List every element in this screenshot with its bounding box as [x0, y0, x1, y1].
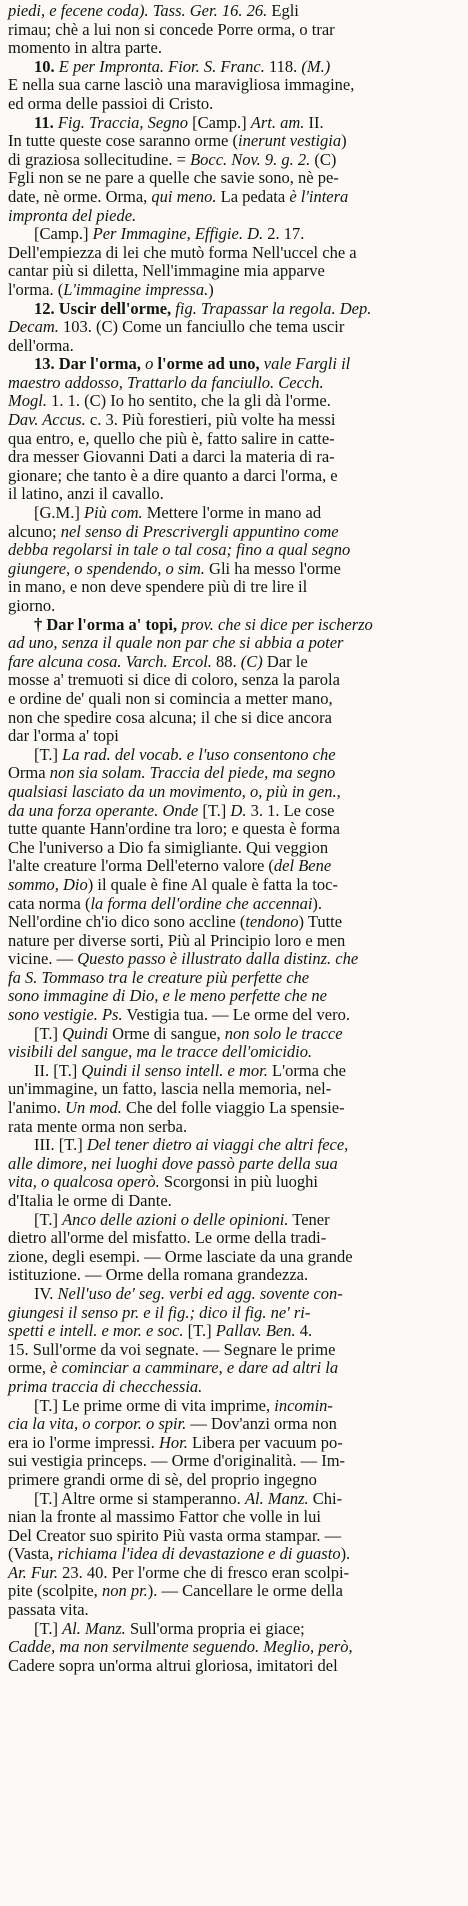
- text-segment: non che spedire cosa alcuna; il che si dice ancora: [8, 707, 332, 727]
- text-line: [8, 746, 458, 765]
- text-segment: Hor.: [158, 1432, 188, 1452]
- text-segment: qualsiasi lasciato da un movimento, o, più in gen.,: [8, 781, 341, 801]
- text-segment: il latino, anzi il cavallo.: [8, 484, 164, 504]
- text-segment: fare alcuna cosa. Varch. Ercol.: [8, 651, 212, 671]
- text-line: [8, 1285, 458, 1304]
- text-segment: spetti e intell. e mor. e soc.: [8, 1321, 184, 1341]
- text-line: [8, 132, 458, 151]
- text-line: [8, 541, 458, 560]
- text-segment: dell'orma.: [8, 335, 74, 355]
- text-line: [8, 690, 458, 709]
- text-segment: l'orme ad uno,: [157, 354, 260, 374]
- text-segment: — Dov'anzi orma non: [186, 1414, 337, 1434]
- text-line: [8, 337, 458, 356]
- text-segment: sommo, Dio: [8, 874, 88, 894]
- text-line: [8, 802, 458, 821]
- text-segment: piedi, e fecene coda). Tass. Ger. 16. 26.: [8, 1, 268, 20]
- text-segment: Egli: [267, 1, 299, 20]
- text-segment: [T.]: [34, 1023, 63, 1043]
- text-segment: II.: [304, 112, 324, 132]
- text-segment: Questo passo è illustrato dalla distinz. che: [77, 949, 359, 969]
- text-line: [8, 1248, 458, 1267]
- text-segment: ).: [340, 1544, 351, 1564]
- text-line: [8, 430, 458, 449]
- text-segment: cata norma (: [8, 893, 91, 913]
- text-segment: [T.]: [183, 1321, 216, 1341]
- text-line: [8, 1211, 458, 1230]
- text-segment: 23. 40. Per l'orme che di fresco eran scolpi-: [57, 1562, 350, 1582]
- text-segment: d'Italia le orme di Dante.: [8, 1191, 172, 1210]
- text-line: [8, 1173, 458, 1192]
- text-segment: nian la fronte al massimo Fattor che volle in lui: [8, 1507, 321, 1527]
- text-segment: IV.: [34, 1283, 58, 1303]
- text-segment: 10.: [34, 56, 55, 76]
- text-segment: prov. che si dice per ischerzo: [177, 614, 373, 634]
- text-segment: di graziosa sollecitudine. =: [8, 149, 191, 169]
- text-segment: [Camp.]: [34, 224, 93, 244]
- text-segment: tutte quante Hann'ordine tra loro; e questa è forma: [8, 819, 340, 839]
- text-line: [8, 932, 458, 951]
- text-segment: sui vestigia princeps. — Orme d'originalità. — Im-: [8, 1451, 346, 1471]
- text-line: [8, 1080, 458, 1099]
- text-line: [8, 857, 458, 876]
- text-line: [8, 1638, 458, 1657]
- text-segment: Un mod.: [65, 1098, 122, 1118]
- text-line: [8, 21, 458, 40]
- text-line: [8, 58, 458, 77]
- text-segment: ) il quale è fine Al quale è fatta la toc-: [87, 874, 338, 894]
- text-line: [8, 281, 458, 300]
- text-segment: [G.M.]: [34, 503, 84, 523]
- text-line: [8, 783, 458, 802]
- text-segment: sono immagine di Dio, e le meno perfette che ne: [8, 986, 327, 1006]
- text-segment: Mettere l'orme in mano ad: [142, 503, 322, 523]
- text-line: [8, 448, 458, 467]
- text-line: [8, 764, 458, 783]
- text-segment: alcuno;: [8, 521, 61, 541]
- text-segment: Per Immagine, Effigie. D.: [92, 224, 264, 244]
- text-line: [8, 523, 458, 542]
- text-line: [8, 1378, 458, 1397]
- text-segment: e ordine de' quali non si comincia a metter mano,: [8, 688, 333, 708]
- text-segment: sono vestigie. Ps.: [8, 1005, 123, 1025]
- text-segment: ): [341, 131, 347, 151]
- text-line: [8, 839, 458, 858]
- text-segment: inerunt vestigia: [238, 131, 342, 151]
- text-segment: da una forza operante. Onde: [8, 800, 199, 820]
- text-line: [8, 913, 458, 932]
- text-segment: ).: [312, 893, 323, 913]
- text-segment: è cominciar a camminare, e dare ad altri la: [50, 1358, 339, 1378]
- text-line: [8, 634, 458, 653]
- text-segment: [T.]: [34, 1618, 63, 1638]
- text-line: [8, 1322, 458, 1341]
- text-segment: pite (scolpite,: [8, 1581, 102, 1601]
- text-line: [8, 616, 458, 635]
- text-segment: qua entro, e, quello che più è, fatto salire in catte-: [8, 428, 335, 448]
- text-line: [8, 1527, 458, 1546]
- text-segment: Del tener dietro ai viaggi che altri fece,: [86, 1135, 349, 1155]
- text-segment: fig. Trapassar la regola. Dep.: [171, 298, 372, 318]
- text-line: [8, 560, 458, 579]
- text-line: [8, 504, 458, 523]
- text-segment: L'orma che: [267, 1060, 346, 1080]
- text-segment: [Camp.]: [188, 112, 251, 132]
- text-line: [8, 1043, 458, 1062]
- text-line: [8, 411, 458, 430]
- text-segment: alle dimore, nei luoghi dove passò parte della sua: [8, 1153, 338, 1173]
- text-line: [8, 95, 458, 114]
- text-segment: 4.: [295, 1321, 313, 1341]
- text-segment: D.: [230, 800, 247, 820]
- text-line: [8, 39, 458, 58]
- text-segment: tendono: [245, 912, 299, 932]
- text-line: [8, 727, 458, 746]
- text-line: [8, 169, 458, 188]
- text-segment: cantar più si diletta, Nell'immagine mia apparve: [8, 261, 325, 281]
- text-segment: qui meno.: [151, 186, 217, 206]
- text-line: [8, 1025, 458, 1044]
- text-line: [8, 987, 458, 1006]
- text-segment: Gli ha messo l'orme: [204, 558, 341, 578]
- text-segment: 11.: [34, 112, 54, 132]
- text-line: [8, 653, 458, 672]
- text-segment: non solo le tracce: [224, 1023, 343, 1043]
- text-segment: Orme di sangue,: [107, 1023, 225, 1043]
- text-segment: primere grandi orme di sè, del proprio ingegno: [8, 1469, 317, 1489]
- text-segment: ) Tutte: [298, 912, 343, 932]
- text-line: [8, 1118, 458, 1137]
- text-segment: (C): [240, 651, 263, 671]
- text-segment: 12. Uscir dell'orme,: [34, 298, 172, 318]
- text-segment: non sia solam. Traccia del piede, ma segno: [49, 763, 336, 783]
- text-segment: ): [208, 279, 214, 299]
- text-segment: 88.: [211, 651, 241, 671]
- dictionary-column: [8, 2, 458, 1675]
- text-segment: prima traccia di checchessia.: [8, 1376, 203, 1396]
- text-segment: 103. (C) Come un fanciullo che tema uscir: [58, 317, 345, 337]
- text-segment: Fig. Traccia, Segno: [53, 112, 188, 132]
- text-segment: Al. Manz.: [244, 1488, 309, 1508]
- text-line: [8, 1620, 458, 1639]
- text-line: [8, 374, 458, 393]
- text-segment: gionare; che tanto è a dire quanto a darci l'orma, e: [8, 465, 338, 485]
- text-segment: Cadde, ma non servilmente seguendo. Meglio, però,: [8, 1637, 353, 1657]
- text-segment: Nell'uso de' seg. verbi ed agg. sovente con-: [57, 1283, 343, 1303]
- text-line: [8, 207, 458, 226]
- text-line: [8, 114, 458, 133]
- text-line: [8, 76, 458, 95]
- text-line: [8, 318, 458, 337]
- text-segment: Pallav. Ben.: [215, 1321, 296, 1341]
- text-segment: Bocc. Nov. 9. g. 2.: [190, 149, 311, 169]
- text-segment: la forma dell'ordine che accennai: [90, 893, 313, 913]
- text-segment: 13. Dar l'orma,: [34, 354, 141, 374]
- text-segment: non pr.: [101, 1581, 148, 1601]
- text-segment: nel senso di Prescrivergli appuntino come: [60, 521, 339, 541]
- text-segment: Art. am.: [250, 112, 305, 132]
- text-line: [8, 709, 458, 728]
- text-segment: Mogl.: [8, 391, 47, 411]
- text-line: [8, 895, 458, 914]
- text-line: [8, 467, 458, 486]
- text-segment: rata mente orma non serba.: [8, 1116, 188, 1136]
- text-line: [8, 1341, 458, 1360]
- text-line: [8, 1471, 458, 1490]
- text-line: [8, 151, 458, 170]
- text-line: [8, 1490, 458, 1509]
- text-segment: Quindi il senso intell. e mor.: [81, 1060, 268, 1080]
- text-segment: † Dar l'orma a' topi,: [34, 614, 178, 634]
- text-segment: Che del folle viaggio La spensie-: [121, 1098, 345, 1118]
- text-segment: zione, degli esempi. — Orme lasciate da una grande: [8, 1246, 353, 1266]
- text-line: [8, 1434, 458, 1453]
- text-segment: nature per diverse sorti, Più al Principio loro e men: [8, 930, 346, 950]
- text-line: [8, 188, 458, 207]
- text-segment: rimau; chè a lui non si concede Porre orma, o trar: [8, 19, 335, 39]
- text-segment: 1. 1. (C) Io ho sentito, che la gli dà l'orme.: [46, 391, 331, 411]
- text-segment: giungere, o spendendo, o sim.: [8, 558, 205, 578]
- text-segment: Che l'universo a Dio fa simigliante. Qui veggion: [8, 837, 329, 857]
- text-line: [8, 2, 458, 21]
- text-segment: istituzione. — Orme della romana grandezza.: [8, 1265, 309, 1285]
- text-line: [8, 1155, 458, 1174]
- text-segment: Libera per vacuum po-: [187, 1432, 343, 1452]
- text-segment: ed orma delle passioi di Cristo.: [8, 93, 214, 113]
- text-segment: impronta del piede.: [8, 205, 137, 225]
- text-segment: c. 3. Più forestieri, più volte ha messi: [85, 410, 336, 430]
- text-line: [8, 1545, 458, 1564]
- text-segment: [T.]: [34, 744, 63, 764]
- text-segment: maestro addosso, Trattarlo da fanciullo. Cecch.: [8, 372, 324, 392]
- text-segment: dietro all'orme del misfatto. Le orme della tradi-: [8, 1228, 327, 1248]
- text-line: [8, 671, 458, 690]
- text-segment: Più com.: [83, 503, 143, 523]
- text-segment: Tener: [288, 1209, 330, 1229]
- text-segment: l'orma. (: [8, 279, 64, 299]
- text-segment: E per Impronta. Fior. S. Franc.: [54, 56, 265, 76]
- text-segment: Ar. Fur.: [8, 1562, 58, 1582]
- text-segment: visibili del sangue, ma le tracce dell'omicidio.: [8, 1042, 313, 1062]
- text-segment: 2. 17.: [263, 224, 305, 244]
- text-segment: passata vita.: [8, 1600, 89, 1620]
- text-segment: in mano, e non deve spendere più di tre lire il: [8, 577, 308, 597]
- text-segment: ad uno, senza il quale non par che si abbia a poter: [8, 633, 344, 653]
- text-line: [8, 485, 458, 504]
- text-line: [8, 1452, 458, 1471]
- text-segment: 15. Sull'orme da voi segnate. — Segnare le prime: [8, 1339, 336, 1359]
- text-segment: dra messer Giovanni Dati a darci la materia di ra-: [8, 447, 335, 467]
- text-segment: Chi-: [308, 1488, 343, 1508]
- text-segment: è l'intera: [289, 186, 349, 206]
- text-segment: Decam.: [8, 317, 59, 337]
- text-segment: (M.): [301, 56, 331, 76]
- text-line: [8, 1508, 458, 1527]
- text-segment: Quindi: [62, 1023, 108, 1043]
- text-segment: giungesi il senso pr. e il fig.; dico il fig. ne' ri-: [8, 1302, 311, 1322]
- text-line: [8, 262, 458, 281]
- text-segment: [T.] Le prime orme di vita imprime,: [34, 1395, 275, 1415]
- text-line: [8, 578, 458, 597]
- text-segment: vicine. —: [8, 949, 78, 969]
- text-segment: l'animo.: [8, 1098, 66, 1118]
- text-segment: Orma: [8, 763, 50, 783]
- text-segment: 3. 1. Le cose: [246, 800, 335, 820]
- text-segment: l'alte creature l'orma Dell'eterno valore (: [8, 856, 274, 876]
- text-segment: momento in altra parte.: [8, 38, 162, 58]
- text-segment: In tutte queste cose saranno orme (: [8, 131, 239, 151]
- text-line: [8, 1136, 458, 1155]
- text-line: [8, 950, 458, 969]
- text-line: [8, 300, 458, 319]
- text-segment: Dar le: [262, 651, 308, 671]
- text-line: [8, 1582, 458, 1601]
- text-line: [8, 1192, 458, 1211]
- text-segment: [T.] Altre orme si stamperanno.: [34, 1488, 245, 1508]
- text-segment: vita, o qualcosa operò.: [8, 1172, 160, 1192]
- text-segment: giorno.: [8, 596, 56, 615]
- text-line: [8, 1099, 458, 1118]
- text-segment: 118.: [264, 56, 302, 76]
- text-segment: Sull'orma propria ei giace;: [125, 1618, 305, 1638]
- text-line: [8, 225, 458, 244]
- text-line: [8, 1229, 458, 1248]
- text-segment: un'immagine, un fatto, lascia nella memoria, nel-: [8, 1079, 332, 1099]
- text-segment: II. [T.]: [34, 1060, 82, 1080]
- text-segment: La pedata: [216, 186, 290, 206]
- text-line: [8, 1266, 458, 1285]
- text-segment: cia la vita, o corpor. o spir.: [8, 1414, 187, 1434]
- text-segment: Anco delle azioni o delle opinioni.: [62, 1209, 289, 1229]
- text-line: [8, 1601, 458, 1620]
- text-segment: E nella sua carne lasciò una maravigliosa immagine,: [8, 75, 355, 95]
- text-line: [8, 355, 458, 374]
- text-segment: ). — Cancellare le orme della: [147, 1581, 343, 1601]
- text-line: [8, 597, 458, 616]
- text-segment: orme,: [8, 1358, 51, 1378]
- text-segment: Dav. Accus.: [8, 410, 86, 430]
- text-line: [8, 1359, 458, 1378]
- text-segment: Al. Manz.: [62, 1618, 126, 1638]
- text-segment: dar l'orma a' topi: [8, 726, 119, 746]
- text-line: [8, 1397, 458, 1416]
- text-line: [8, 1415, 458, 1434]
- text-segment: Vestigia tua. — Le orme del vero.: [122, 1005, 351, 1025]
- text-segment: (Vasta,: [8, 1544, 58, 1564]
- text-line: [8, 392, 458, 411]
- text-segment: vale Fargli il: [259, 354, 351, 374]
- text-segment: III. [T.]: [34, 1135, 87, 1155]
- text-segment: Nell'ordine ch'io dico sono accline (: [8, 912, 246, 932]
- text-segment: Cadere sopra un'orma altrui gloriosa, imitatori del: [8, 1655, 338, 1675]
- text-segment: Dell'empiezza di lei che mutò forma Nell'uccel che a: [8, 242, 357, 262]
- text-segment: Scorgonsi in più luoghi: [159, 1172, 318, 1192]
- text-line: [8, 1006, 458, 1025]
- text-line: [8, 820, 458, 839]
- text-line: [8, 969, 458, 988]
- text-segment: (C): [310, 149, 337, 169]
- text-segment: L'immagine impressa.: [63, 279, 209, 299]
- text-segment: [T.]: [198, 800, 231, 820]
- text-line: [8, 876, 458, 895]
- text-segment: o: [140, 354, 158, 374]
- text-segment: era io l'orme impressi.: [8, 1432, 159, 1452]
- text-line: [8, 1564, 458, 1583]
- text-segment: La rad. del vocab. e l'uso consentono che: [62, 744, 336, 764]
- text-segment: [T.]: [34, 1209, 63, 1229]
- text-segment: date, nè orme. Orma,: [8, 186, 152, 206]
- text-segment: richiama l'idea di devastazione e di guasto: [57, 1544, 341, 1564]
- text-segment: del Bene: [273, 856, 332, 876]
- text-segment: fa S. Tommaso tra le creature più perfette che: [8, 967, 310, 987]
- text-line: [8, 1304, 458, 1323]
- text-segment: incomin-: [274, 1395, 333, 1415]
- text-segment: Fgli non se ne pare a quelle che savie sono, nè pe-: [8, 168, 339, 188]
- text-line: [8, 244, 458, 263]
- text-line: [8, 1062, 458, 1081]
- text-segment: debba regolarsi in tale o tal cosa; fino a qual segno: [8, 540, 351, 560]
- text-segment: Del Creator suo spirito Più vasta orma stampar. —: [8, 1525, 342, 1545]
- text-line: [8, 1657, 458, 1676]
- text-segment: mosse a' tremuoti si dice di coloro, senza la parola: [8, 670, 340, 690]
